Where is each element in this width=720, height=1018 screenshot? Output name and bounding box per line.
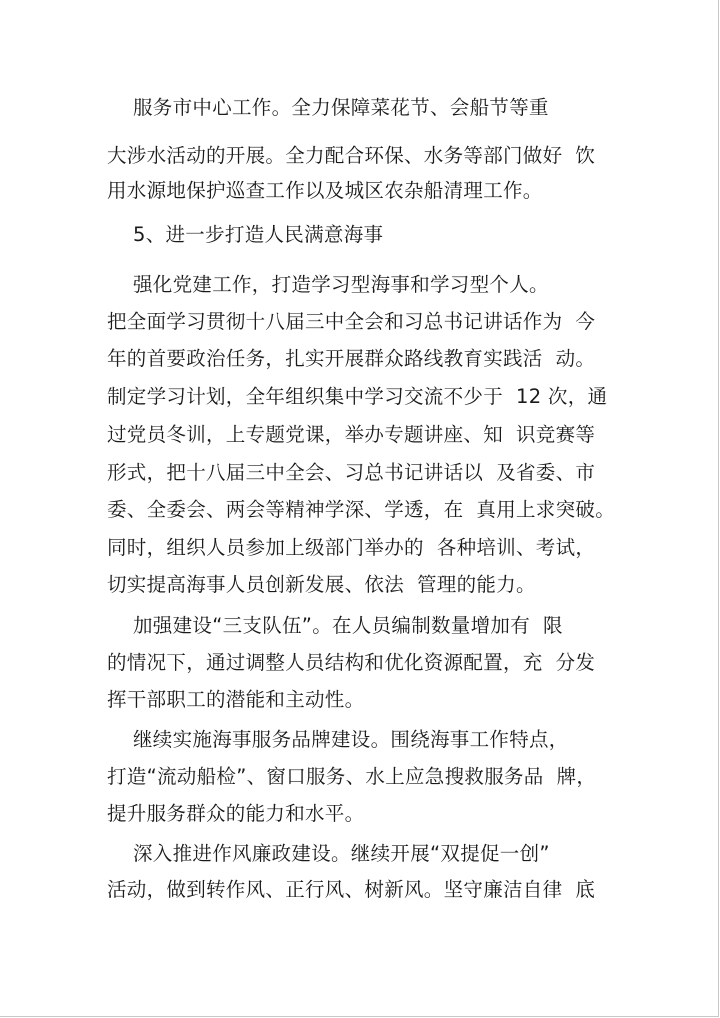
text-line: 形式，把十八届三中全会、习总书记讲话以 及省委、市 bbox=[107, 461, 596, 484]
text-line: 委、全委会、两会等精神学深、学透，在 真用上求突破。 bbox=[107, 498, 615, 521]
text-line: 服务市中心工作。全力保障菜花节、会船节等重 bbox=[107, 96, 549, 119]
text-line: 挥干部职工的潜能和主动性。 bbox=[107, 688, 365, 711]
text-line: 深入推进作风廉政建设。继续开展“双提促一创” bbox=[107, 842, 550, 865]
text-line: 切实提高海事人员创新发展、依法 管理的能力。 bbox=[107, 573, 536, 596]
text-line: 的情况下，通过调整人员结构和优化资源配置，充 分发 bbox=[107, 651, 596, 674]
text-line: 年的首要政治任务，扎实开展群众路线教育实践活 动。 bbox=[107, 347, 596, 370]
text-line: 把全面学习贯彻十八届三中全会和习总书记讲话作为 今 bbox=[107, 310, 596, 333]
text-line: 强化党建工作，打造学习型海事和学习型个人。 bbox=[107, 273, 549, 296]
text-line: 过党员冬训，上专题党课，举办专题讲座、知 识竞赛等 bbox=[107, 423, 596, 446]
text-line: 用水源地保护巡查工作以及城区农杂船清理工作。 bbox=[107, 179, 543, 202]
text-line: 提升服务群众的能力和水平。 bbox=[107, 802, 365, 825]
text-line: 继续实施海事服务品牌建设。围绕海事工作特点， bbox=[107, 728, 569, 751]
text-line: 打造“流动船检”、窗口服务、水上应急搜救服务品 牌， bbox=[107, 765, 597, 788]
text-line: 活动，做到转作风、正行风、树新风。坚守廉洁自律 底 bbox=[107, 878, 596, 901]
section-heading: 5、进一步打造人民满意海事 bbox=[107, 223, 384, 246]
text-line: 大涉水活动的开展。全力配合环保、水务等部门做好 饮 bbox=[107, 144, 596, 167]
text-line: 同时，组织人员参加上级部门举办的 各种培训、考试， bbox=[107, 536, 596, 559]
text-line: 加强建设“三支队伍”。在人员编制数量增加有 限 bbox=[107, 614, 563, 637]
text-line: 制定学习计划，全年组织集中学习交流不少于 12 次，通 bbox=[107, 385, 608, 408]
